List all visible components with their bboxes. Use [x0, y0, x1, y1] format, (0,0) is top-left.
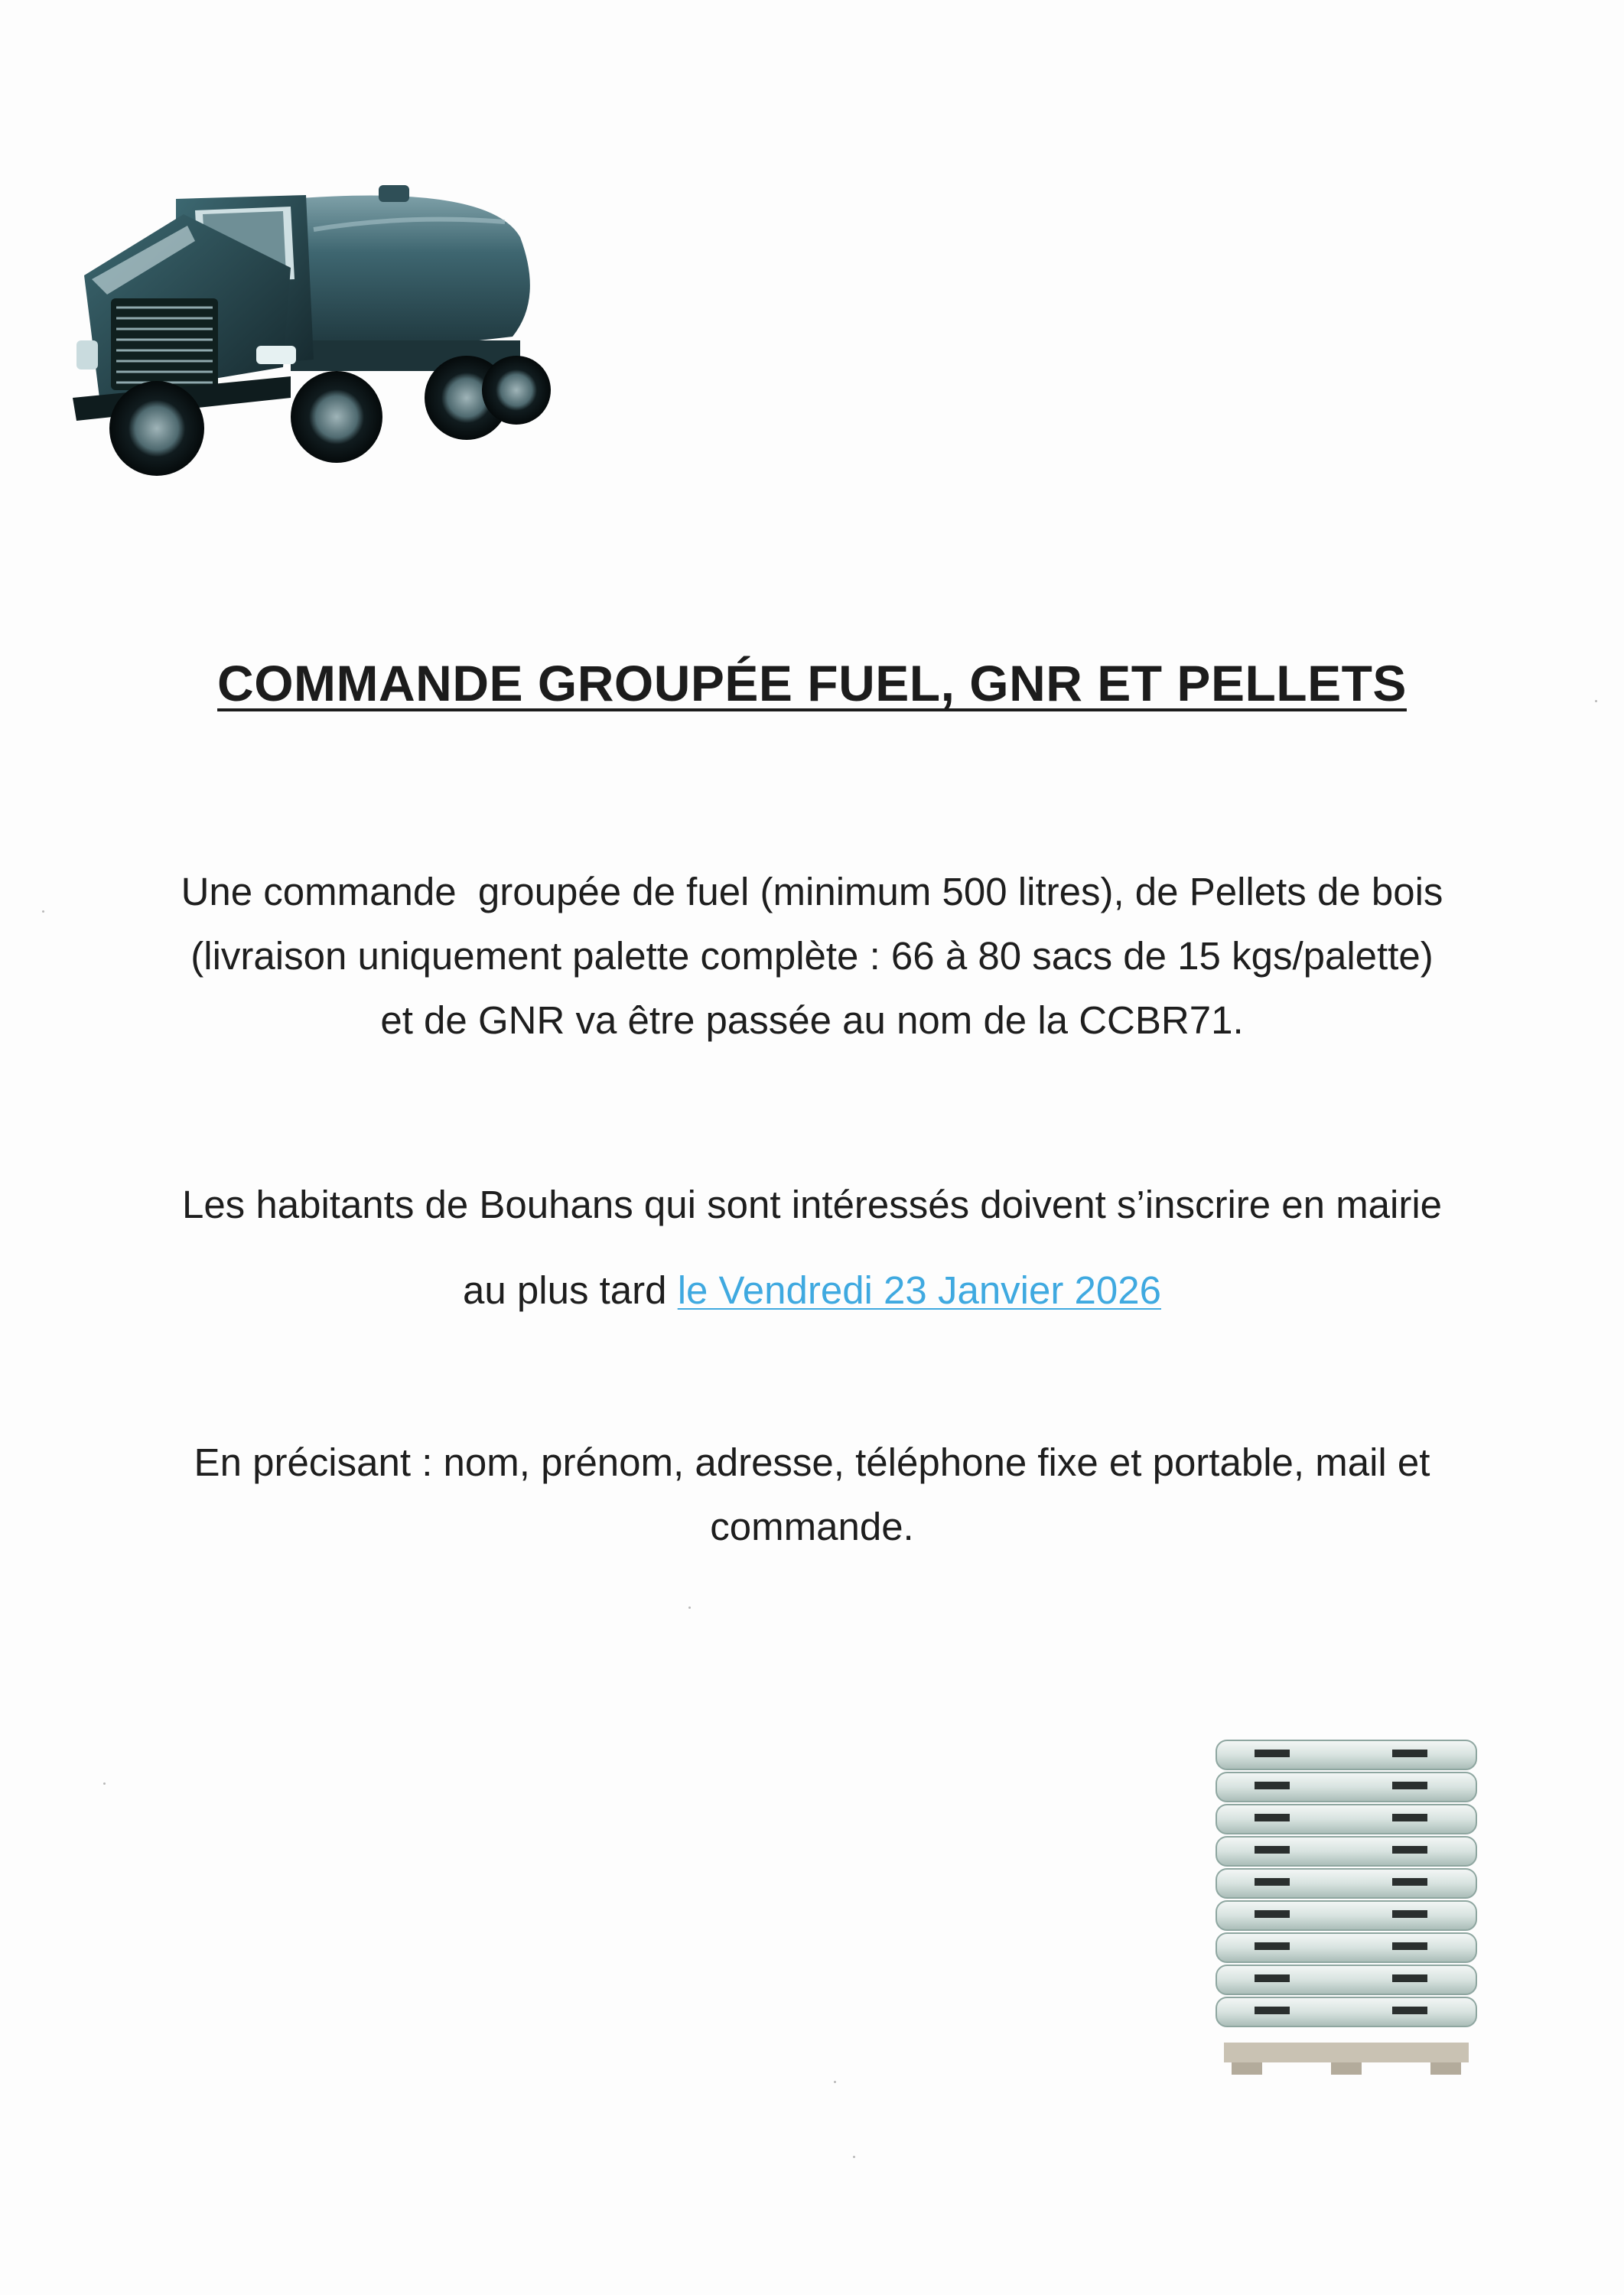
required-details [46, 1431, 1578, 1559]
order-description-line-1: Une commande groupée de fuel (minimum 500 litres), de Pellets de bois [181, 870, 1443, 913]
registration-deadline [46, 1258, 1578, 1323]
scan-speck [688, 1606, 691, 1609]
page-title-text: COMMANDE GROUPÉE FUEL, GNR ET PELLETS [217, 655, 1407, 711]
deadline-prefix: au plus tard [463, 1268, 678, 1312]
order-description-line-3: et de GNR va être passée au nom de la CCBR71. [380, 998, 1244, 1042]
required-details-line-1: En précisant : nom, prénom, adresse, téléphone fixe et portable, mail et [194, 1440, 1430, 1484]
registration-instructions [46, 1173, 1578, 1237]
registration-line: Les habitants de Bouhans qui sont intéressés doivent s’inscrire en mairie [181, 1183, 1443, 1226]
scan-speck [834, 2081, 836, 2083]
scan-speck [853, 2156, 855, 2158]
deadline-date-link[interactable]: le Vendredi 23 Janvier 2026 [677, 1268, 1161, 1312]
tanker-truck-icon [61, 168, 551, 490]
scan-speck [1595, 700, 1597, 702]
order-description-line-2: (livraison uniquement palette complète : 66 à 80 sacs de 15 kgs/palette) [190, 934, 1434, 978]
pellet-pallet-icon [1201, 1725, 1492, 2077]
order-description [46, 860, 1578, 1053]
scan-speck [42, 910, 44, 913]
scan-speck [103, 1782, 106, 1785]
page-title [0, 654, 1624, 712]
required-details-line-2: commande. [710, 1505, 914, 1548]
